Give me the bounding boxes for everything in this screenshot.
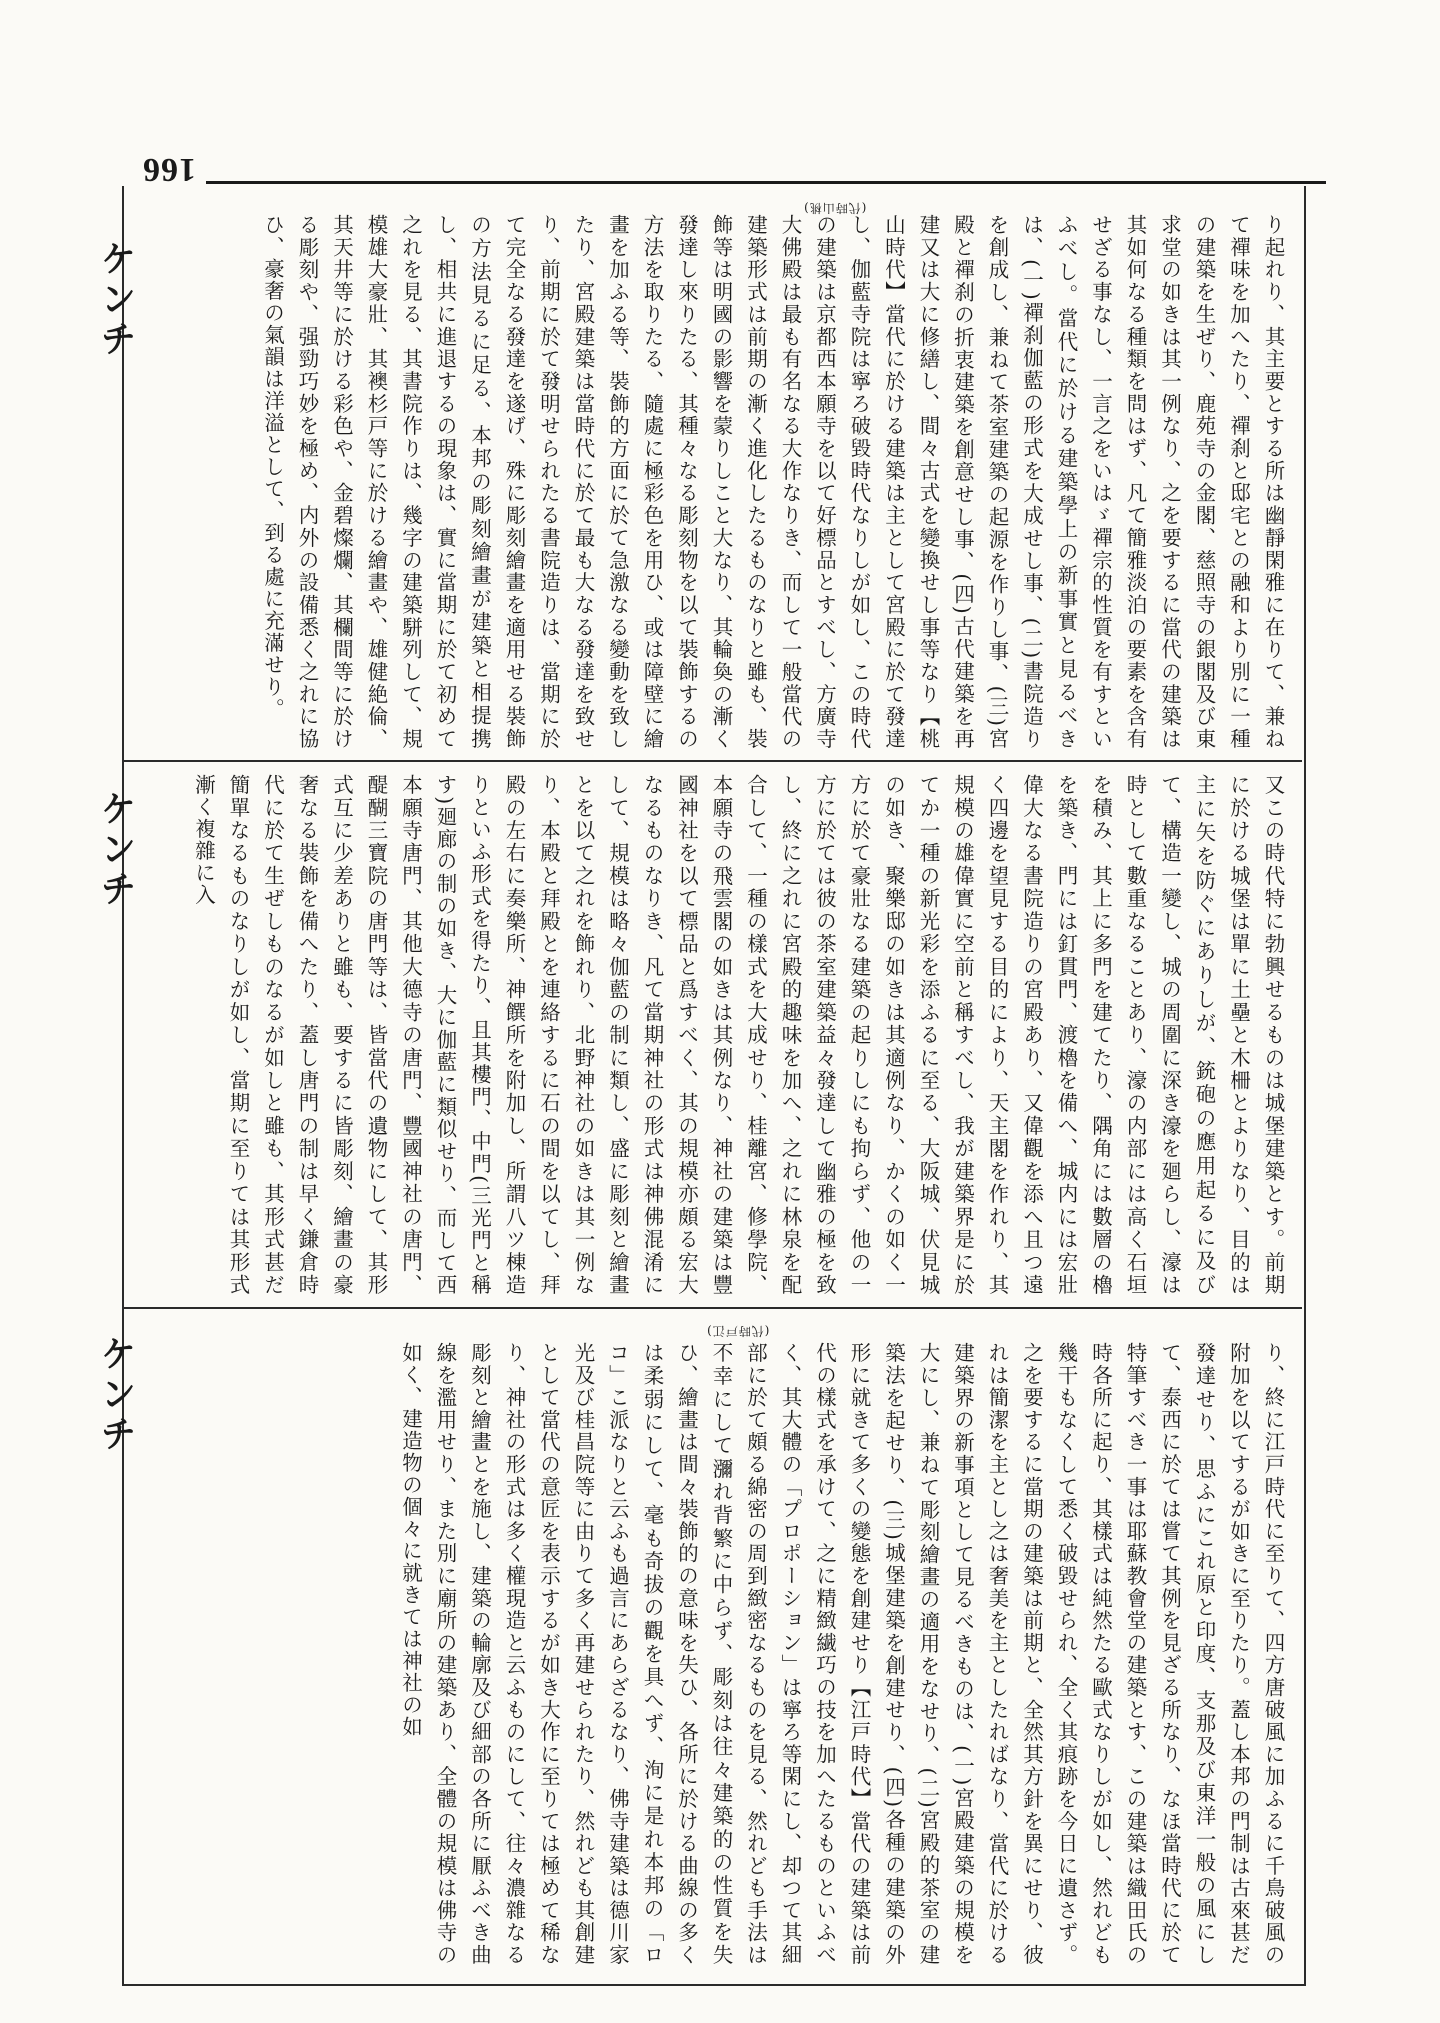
section-heading-2: ケンチ <box>95 790 136 910</box>
paragraph-momoyama: り起れり、其主要とする所は幽靜閑雅に在りて、兼ねて禪味を加へたり、禪刹と邸宅との融和より別に一種の建築を生ぜり、鹿苑寺の金閣、慈照寺の銀閣及び東求堂の如きは其一例なり、之を要するに當代の建築は其如何なる種類を問はず、凡て簡雅淡泊の要素を含有せざる事なし、一言之をいはゞ禪宗的性質を有すといふべし。當代に於ける建築學上の新事實と見るべきは、(一)禪刹伽藍の形式を大成せし事、(二)書院造りを創成し、兼ねて茶室建築の起源を作りし事、(三)宮殿と禪刹の折衷建築を創意せし事、(四)古代建築を再建又は大に修繕し、間々古式を變換せし事等なり【桃山時代】當代に於ける建築は主として宮殿に於て發達し、伽藍寺院は寧ろ破毀時代なりしが如し、この時代の建築は京都西本願寺を以て好標品とすべし、方廣寺大佛殿は最も有名なる大作なりき、而して一般當代の建築形式は前期の漸く進化したるものなりと雖も、裝飾等は明國の影響を蒙りしこと大なり、其輪奐の漸く發達し來りたる、其種々なる彫刻物を以て裝飾するの方法を取りたる、隨處に極彩色を用ひ、或は障壁に繪畫を加ふる等、裝飾的方面に於て急激なる變動を致したり、宮殿建築は當時代に於て最も大なる發達を致せり、前期に於て發明せられたる書院造りは、當期に於て完全なる發達を遂げ、殊に彫刻繪畫を適用せる裝飾の方法見るに足る、本邦の彫刻繪畫が建築と相提携し、相共に進退するの現象は、實に當期に於て初めて之れを見る、其書院作りは、幾字の建築駢列して、規模雄大豪壯、其襖杉戸等に於ける繪畫や、雄健絶倫、其天井等に於ける彩色や、金碧燦爛、其欄間等に於ける彫刻や、强勁巧妙を極め、内外の設備悉く之れに協ひ、豪奢の氣韻は洋溢として、到る處に充滿せり。 <box>260 214 1285 750</box>
page-number: 166 <box>142 151 196 188</box>
section-divider-1 <box>122 760 1302 762</box>
era-label-momoyama: (代時山桃) <box>803 201 867 215</box>
section-divider-2 <box>122 1307 1302 1309</box>
text-block-edo <box>150 1342 1290 1966</box>
paragraph-castle: 又この時代特に勃興せるものは城堡建築とす。前期に於ける城堡は單に土壘と木柵とよりなり、目的は主に矢を防ぐにありしが、銃砲の應用起るに及びて、構造一變し、城の周圍に深き濠を廻らし、濠は時として數重なることあり、濠の内部には高く石垣を積み、其上に多門を建てたり、隅角には數層の櫓を築き、門には釘貫門、渡櫓を備へ、城内には宏壯偉大なる書院造りの宮殿あり、又偉觀を添へ且つ遠く四邊を望見する目的により、天主閣を作れり、其規模の雄偉實に空前と稱すべし、我が建築界是に於てか一種の新光彩を添ふるに至る、大阪城、伏見城の如き、聚樂邸の如きは其適例なり、かくの如く一方に於て豪壯なる建築の起りしにも拘らず、他の一方に於ては彼の茶室建築益々發達して幽雅の極を致し、終に之れに宮殿的趣味を加へ、之れに林泉を配合して、一種の樣式を大成せり、桂離宮、修學院、本願寺の飛雲閣の如きは其例なり、神社の建築は豐國神社を以て標品と爲すべく、其の規模亦頗る宏大なるものなりき、凡て當期神社の形式は神佛混淆にして、規模は略々伽藍の制に類し、盛に彫刻と繪畫とを以て之れを飾れり、北野神社の如きは其一例なり、本殿と拜殿とを連絡するに石の間を以てし、拜殿の左右に奏樂所、神饌所を附加し、所謂八ツ棟造りといふ形式を得たり、且其樓門、中門(三光門と稱す)廻廊の制の如き、大に伽藍に類似せり、而して西本願寺唐門、其他大德寺の唐門、豐國神社の唐門、醍醐三寶院の唐門等は、皆當代の遺物にして、其形式互に少差ありと雖も、要するに皆彫刻、繪畫の豪奢なる裝飾を備へたり、蓋し唐門の制は早く鎌倉時代に於て生ぜしものなるが如しと雖も、其形式甚だ簡單なるものなりしが如し、當期に至りては其形式漸く複雜に入 <box>191 774 1285 1296</box>
paragraph-edo: り、終に江戸時代に至りて、四方唐破風に加ふるに千鳥破風の附加を以てするが如きに至りたり。蓋し本邦の門制は古來甚だ發達せり、思ふにこれ原と印度、支那及び東洋一般の風にして、泰西に於ては嘗て其例を見ざる所なり、なほ當時代に於て特筆すべき一事は耶蘇教會堂の建築とす、この建築は織田氏の時各所に起り、其樣式は純然たる歐式なりしが如し、然れども幾干もなくして悉く破毀せられ、全く其痕跡を今日に遺さず。之を要するに當期の建築は前期と、全然其方針を異にせり、彼れは簡潔を主とし之は奢美を主としたればなり、當代に於ける建築界の新事項として見るべきものは、(一)宮殿建築の規模を大にし、兼ねて彫刻繪畫の適用をなせり、(二)宮殿的茶室の建築法を起せり、(三)城堡建築を創建せり、(四)各種の建築の外形に就きて多くの變態を創建せり【江戸時代】當代の建築は前代の樣式を承けて、之に精緻繊巧の技を加へたるものといふべく、其大體の「プロポーション」は寧ろ等閑にし、却つて其細部に於て頗る綿密の周到緻密なるものを見る、然れども手法は不幸にして瀰れ背繁に中らず、彫刻は往々建築的の性質を失ひ、繪畫は間々裝飾的の意味を失ひ、各所に於ける曲線の多くは柔弱にして、毫も奇拔の觀を具へず、洵に是れ本邦の「ロコ」こ派なりと云ふも過言にあらざるなり、佛寺建築は德川家光及び桂昌院等に由りて多く再建せられたり、然れども其創建として當代の意匠を表示するが如き大作に至りては極めて稀なり、神社の形式は多く權現造と云ふものにして、往々濃雜なる彫刻と繪畫とを施し、建築の輪廓及び細部の各所に厭ふべき曲線を濫用せり、また別に廟所の建築あり、全體の規模は佛寺の如く、建造物の個々に就きては神社の如 <box>398 1342 1285 1966</box>
section-heading-1: ケンチ <box>95 240 136 360</box>
header-rule <box>206 181 1326 184</box>
text-block-momoyama <box>150 214 1290 750</box>
section-heading-3: ケンチ <box>95 1335 136 1455</box>
text-block-castle <box>150 774 1290 1296</box>
era-label-edo: (代時戸江) <box>706 1324 770 1338</box>
